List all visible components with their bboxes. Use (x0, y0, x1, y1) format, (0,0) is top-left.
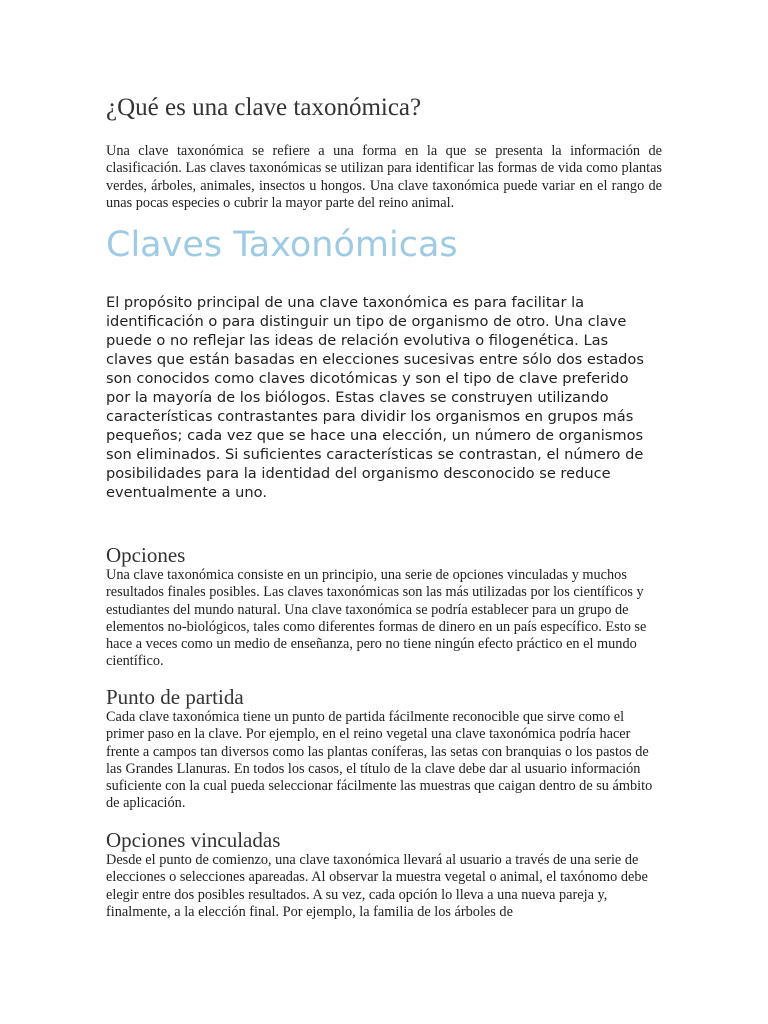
main-title: Claves Taxonómicas (106, 225, 458, 265)
section-body-punto-de-partida: Cada clave taxonómica tiene un punto de partida fácilmente reconocible que sirve como el primer paso en la clave. Por ejemplo, en el reino vegetal una clave taxonómica podría hacer frente a campos tan diversos como las plantas coníferas, las setas con branquias o los pastos de las Grandes Llanuras. En todos los casos, el título de la clave debe dar al usuario información suficiente con la cual pueda seleccionar fácilmente las muestras que caigan dentro de su ámbito de aplicación. (106, 709, 653, 812)
section-title-opciones-vinculadas: Opciones vinculadas (106, 828, 281, 852)
question-title: ¿Qué es una clave taxonómica? (106, 94, 422, 121)
section-title-opciones: Opciones (106, 543, 186, 567)
main-paragraph: El propósito principal de una clave taxonómica es para facilitar la identificación o para distinguir un tipo de organismo de otro. Una clave puede o no reflejar las ideas de relación evolutiva o filogenética. Las claves que están basadas en elecciones sucesivas entre sólo dos estados son conocidos como claves dicotómicas y son el tipo de clave preferido por la mayoría de los biólogos. Estas claves se construyen utilizando características contrastantes para dividir los organismos en grupos más pequeños; cada vez que se hace una elección, un número de organismos son eliminados. Si suficientes características se contrastan, el número de posibilidades para la identidad del organismo desconocido se reduce eventualmente a uno. (106, 294, 644, 501)
intro-paragraph: Una clave taxonómica se refiere a una forma en la que se presenta la información de clasificación. Las claves taxonómicas se utilizan para identificar las formas de vida como plantas verdes, árboles, animales, insectos u hongos. Una clave taxonómica puede variar en el rango de unas pocas especies o cubrir la mayor parte del reino animal. (106, 143, 662, 211)
section-title-punto-de-partida: Punto de partida (106, 685, 244, 709)
section-body-opciones: Una clave taxonómica consiste en un principio, una serie de opciones vinculadas y muchos resultados finales posibles. Las claves taxonómicas son las más utilizadas por los científicos y estudiantes del mundo natural. Una clave taxonómica se podría establecer para un grupo de elementos no-biológicos, tales como diferentes formas de dinero en un país específico. Esto se hace a veces como un medio de enseñanza, pero no tiene ningún efecto práctico en el mundo científico. (106, 567, 647, 670)
section-body-opciones-vinculadas: Desde el punto de comienzo, una clave taxonómica llevará al usuario a través de una serie de elecciones o selecciones apareadas. Al observar la muestra vegetal o animal, el taxónomo debe elegir entre dos posibles resultados. A su vez, cada opción lo lleva a una nueva pareja y, finalmente, a la elección final. Por ejemplo, la familia de los árboles de (106, 852, 648, 920)
